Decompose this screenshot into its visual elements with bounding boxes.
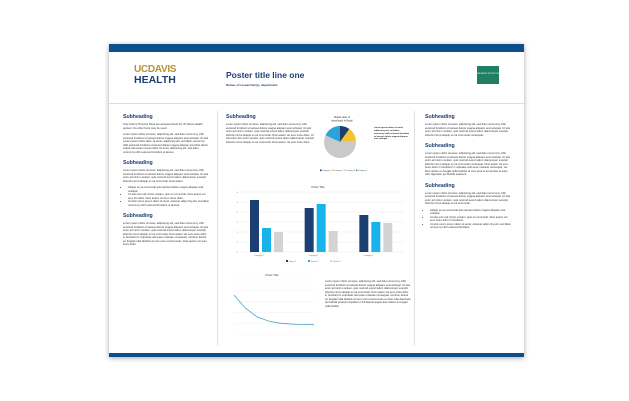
- bar-chart: [226, 182, 410, 265]
- column-2: [226, 114, 316, 147]
- column-1: [123, 114, 209, 253]
- bar-legend-label: Series 3: [333, 260, 341, 263]
- line-series: [234, 295, 314, 325]
- bar: [262, 228, 271, 252]
- col2-subheading-1: Subheading: [226, 114, 256, 120]
- column-divider-1: [217, 111, 218, 346]
- col3-subheading-2: Subheading: [425, 143, 455, 149]
- pie-caption-block: [374, 127, 410, 144]
- list-item: • Ut wisi enim ad minim veniam, quis ex commodo. Duis autem vel eum iriure dolor in hendrerit.: [430, 216, 513, 223]
- pie-slices: [324, 126, 356, 158]
- pie-chart: [316, 114, 368, 176]
- bar-y-tick-label: 5: [236, 201, 238, 204]
- bar-chart-title: Chart Title: [311, 185, 325, 189]
- bar: [329, 231, 338, 252]
- bar: [371, 222, 380, 252]
- bar-legend-label: Series 1: [289, 260, 297, 263]
- bar-y-tick-label: 1: [236, 241, 238, 244]
- col3-section-1: [425, 114, 513, 137]
- bar: [250, 200, 259, 252]
- pie-chart-title-2: downloads in Brazil: [331, 119, 353, 123]
- department-badge: [477, 66, 499, 84]
- bar: [383, 223, 392, 252]
- logo-line-2: HEALTH: [134, 74, 176, 86]
- uc-davis-health-logo: [134, 65, 176, 86]
- bar: [305, 208, 314, 252]
- col2-paragraph-2: Lorem ipsum dolor sit amet, adipiscing elit, sed diam nonummy nibh euismod tincidunt ut laoreet dolore magna aliquam erat volutpat. Ut wisi enim ad minim veniam, quis nostrud exerci tation ullamcorper suscipit lobortis nisl ut aliquip ex ea commodo. Duis autem vel eum iriure dolor in hendrerit in vulputate velit esse molestie consequat, vel illum dolore eu feugiat nulla facilisis at vero eros et accumsan et iusto odio dignissim qui blandit praesent luptatum zzril delenit augue duis dolore te feugait nulla facilisi.: [325, 280, 411, 308]
- top-color-bar: [109, 44, 524, 52]
- col1-subheading-3: Subheading: [123, 213, 153, 219]
- poster-title: Poster title line one: [226, 70, 305, 80]
- bar-y-tick-label: 3: [236, 221, 238, 224]
- bar-x-tick-label: Category 1: [254, 255, 264, 257]
- bar-legend-label: Series 2: [311, 260, 319, 263]
- bar-y-tick-label: 4: [236, 211, 238, 214]
- col3-bullet-list: [425, 209, 513, 230]
- bar-x-tick-label: Category 3: [363, 255, 374, 257]
- col2-paragraph-1: Lorem ipsum dolor sit amet, adipiscing elit, sed diam nonummy nibh euismod tincidunt ut laoreet dolore magna aliquam erat volutpat. Ut wisi enim ad minim veniam, quis nostrud exerci tation ullamcorper suscipit lobortis nisl ut aliquip ex ea commodo. Duis autem vel eum iriure dolor. Ut wisi enim ad minim veniam, quis nostrud exerci tation ullamcorper suscipit lobortis nisl ut aliquip ex ea commodo. Duis autem vel eum iriure dolor.: [226, 123, 314, 144]
- poster: [109, 44, 524, 357]
- logo-line-1: UCDAVIS: [134, 64, 177, 75]
- pie-chart-title-1: Digital sales of: [333, 116, 351, 119]
- bar-legend-swatch: [308, 260, 310, 262]
- bar-x-tick-label: Category 2: [308, 255, 319, 257]
- list-item: • Ut wisi Lorem ipsum dolor sit amet, ectetuer adipi cing elit, sed diam nonummy nibh euismod tincidunt.: [430, 223, 513, 230]
- column-divider-2: [414, 111, 415, 346]
- list-item: • Ut wisi Lorem ipsum dolor sit amet, ectetuer adipi cing elit, sed diam nonummy nibh euismod tincidunt ut laoreet.: [128, 200, 209, 207]
- col1-subheading-2: Subheading: [123, 160, 153, 166]
- bar-x-axis-labels: [254, 254, 374, 263]
- pie-legend-label: Category 1: [322, 170, 331, 172]
- pie-legend-label: Category 2: [334, 170, 343, 172]
- list-item: • Ut wisi enim ad minim veniam, quis ex commodo. Duis autem vel eum iriu dolor. Duis autem vel eum iriure dolor.: [128, 193, 209, 200]
- col1-paragraph-1: Only bold or Proxima Nova are accepted fonts for UC Davis Health posters. No other fonts may be used.: [123, 123, 203, 130]
- bar-series: [250, 200, 392, 262]
- col1-section-1: [123, 114, 209, 154]
- badge-text: PEDIATRIC NUTRITION: [477, 73, 499, 75]
- bar: [359, 215, 368, 252]
- col1-paragraph-3: Lorem ipsum dolor sit amet, adipiscing elit, sed diam nonummy nibh euismod tincidunt ut laoreet dolore magna aliquam erat volutpat. Ut wisi enim ad minim veniam, quis nostrud exerci tation ullamcorper suscipit lobortis nisl ut aliquip ex ea commodo. Duis autem.: [123, 169, 209, 183]
- col3-section-3: [425, 183, 513, 230]
- col3-paragraph-3: Lorem ipsum dolor sit amet, adipiscing elit, sed diam nonummy nibh euismod tincidunt ut laoreet dolore magna aliquam erat volutpat. Ut wisi enim ad minim veniam, quis nostrud exerci tation ullamcorper suscipit lobortis nisl ut aliquip ex ea commodo.: [425, 191, 511, 205]
- bar-y-tick-label: 2: [236, 231, 238, 234]
- column-3: [425, 114, 513, 236]
- col1-bullet-list: [123, 186, 209, 207]
- col1-paragraph-2: Lorem ipsum dolor sit amet, adipiscing elit, sed diam nonummy nibh euismod tincidunt ut laoreet dolore magna aliquam erat volutpat. Ut wisi Lorem ipsum dolor diam sit amet, adipiscing elit, sed diam nonummy nibh euismod tincidunt ut laoreet dolore magna aliquam era lobst darnit volput wisi Lorem ipsum dolor sit amet, adipiscing elit, sed diam nonummy nibh euismod tincidunt ut laoree.: [123, 133, 209, 154]
- list-item: • Aliquip ex ea commodo quis laoreet dolore magna aliquam erat volutpat.: [430, 209, 513, 216]
- bar: [274, 232, 283, 252]
- pie-legend: [320, 169, 367, 172]
- col3-paragraph-1: Lorem ipsum dolor sit amet, adipiscing elit, sed diam nonummy nibh euismod tincidunt ut laoreet dolore magna aliquam erat volutpat. Ut wisi enim ad minim veniam, quis nostrud exerci tation ullamcorper suscipit lobortis nisl ut aliquip ex ea commodo consequat.: [425, 123, 511, 137]
- line-gridlines: [234, 280, 314, 334]
- pie-legend-label: Category 4: [358, 170, 367, 172]
- col3-section-2: [425, 143, 513, 177]
- bar-legend-swatch: [286, 260, 288, 262]
- line-chart-title: Chart Title: [265, 273, 279, 277]
- col2-lower-text: [325, 280, 411, 311]
- bar-legend-swatch: [330, 260, 332, 262]
- bar-y-tick-label: 0: [236, 251, 238, 254]
- col3-subheading-3: Subheading: [425, 182, 455, 189]
- list-item: • Aliquip ex ea commodo quis laoreet dolore magna aliquam erat volutpat.: [128, 186, 209, 193]
- line-chart: [226, 270, 318, 340]
- col1-section-2: [123, 160, 209, 207]
- col1-section-3: [123, 213, 209, 247]
- col3-subheading-1: Subheading: [425, 114, 455, 120]
- pie-legend-label: Category 3: [346, 170, 355, 172]
- col3-paragraph-2: Lorem ipsum dolor sit amet, adipiscing elit, sed diam nonummy nibh euismod tincidunt ut laoreet dolore magna aliquam erat volutpat. Ut wisi enim ad minim veniam, quis nostrud exerci tation ullamcorper suscipit lobortis nisl ut aliquip ex ea commodo consequat. Duis autem vel eum iriure dolor in hendrerit in vulputate velit esse molestie consequat, vel illum dolore eu feugiat nulla facilisis at vero eros et accumsan et iusto odio dignissim qui blandit praesent.: [425, 152, 511, 176]
- header-divider: [109, 103, 524, 104]
- col1-subheading-1: Subheading: [123, 114, 153, 120]
- bar: [317, 204, 326, 252]
- bottom-color-bar: [109, 353, 524, 357]
- bar-y-tick-label: 6: [236, 191, 238, 194]
- pie-caption: Lorem ipsum dolor sit amet, adipiscing elit, sed diam nonummy nibh euismod tincidunt ut laoreet dolore magna aliquam erat volutpat.: [374, 127, 410, 141]
- poster-authors: Names of researcher(s), department: [226, 83, 278, 87]
- col1-paragraph-4: Lorem ipsum dolor sit amet, adipiscing elit, sed diam nonummy nibh euismod tincidunt ut laoreet dolore magna aliquam erat volutpat. Ut wisi enim ad minim veniam, quis nostrud exerci tation ullamcorper suscipit lobortis nisl ut aliquip ex ea commodo. Duis autem vel eum iriure dolor in hendrerit in vulputate velit esse molestie consequat, vel illum dolore eu feugiat nulla facilisis at vero eros et accumsan. Duis autem vel eum iriure dolor.: [123, 222, 209, 246]
